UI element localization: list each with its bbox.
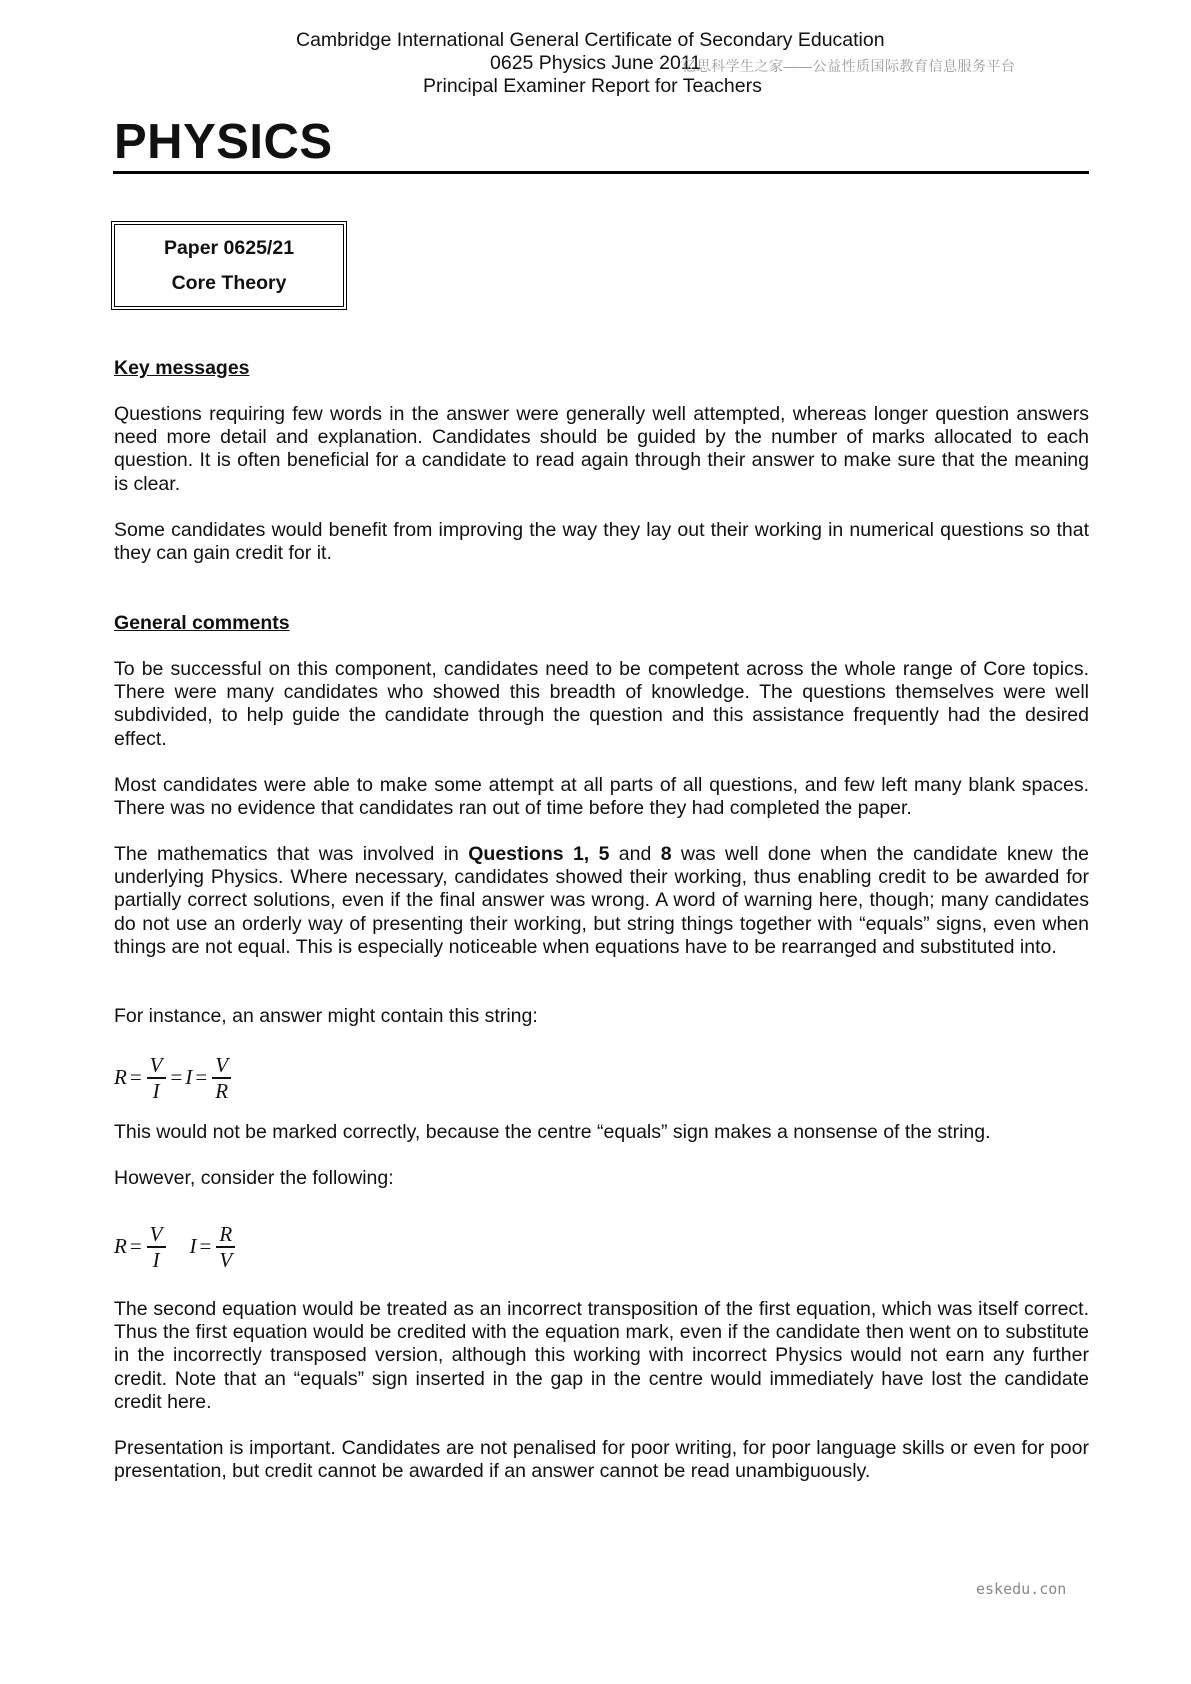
eq2-symbol-r: R [114, 1234, 127, 1259]
paper-box [111, 221, 347, 310]
eq2-denominator-1: I [152, 1247, 160, 1272]
key-messages-paragraph-2: Some candidates would benefit from improving the way they lay out their working in numerical questions so that they can gain credit for it. [114, 519, 1089, 565]
general-comments-heading: General comments [114, 612, 290, 634]
eq2-equals-1: = [129, 1234, 142, 1259]
eq1-equals-3: = [195, 1065, 208, 1090]
key-messages-heading: Key messages [114, 357, 250, 379]
general-comments-paragraph-1: To be successful on this component, candidates need to be competent across the whole range of Core topics. There were many candidates who showed this breadth of knowledge. The questions themselves were well subdivided, to help guide the candidate through the question and this assistance frequently had the desired effect. [114, 658, 1089, 750]
key-messages-paragraph-1: Questions requiring few words in the answer were generally well attempted, whereas longer question answers need more detail and explanation. Candidates should be guided by the number of marks allocated to each question. It is often beneficial for a candidate to read again through their answer to make sure that the meaning is clear. [114, 403, 1089, 495]
equation-string-1 [114, 1053, 233, 1103]
subject-title: PHYSICS [114, 115, 333, 169]
eq2-denominator-2: V [219, 1247, 233, 1272]
footer-site-text: eskedu.con [976, 1580, 1067, 1598]
eq2-fraction-1 [147, 1222, 166, 1272]
paragraph-3-text-b: and [609, 843, 661, 865]
eq2-equals-2: = [199, 1234, 212, 1259]
eq1-symbol-i: I [185, 1065, 193, 1090]
general-comments-paragraph-2: Most candidates were able to make some attempt at all parts of all questions, and few left many blank spaces. There was no evidence that candidates ran out of time before they had completed the paper. [114, 774, 1089, 820]
paragraph-3-bold-questions: Questions 1, 5 [468, 843, 610, 865]
header-line-3: Principal Examiner Report for Teachers [423, 75, 762, 97]
paragraph-3-text-a: The mathematics that was involved in [114, 843, 469, 865]
paper-code: Paper 0625/21 [163, 237, 295, 259]
general-comments-paragraph-6: However, consider the following: [114, 1167, 394, 1189]
general-comments-paragraph-4: For instance, an answer might contain this string: [114, 1005, 538, 1027]
general-comments-paragraph-8: Presentation is important. Candidates are not penalised for poor writing, for poor language skills or even for poor presentation, but credit cannot be awarded if an answer cannot be read unambiguously. [114, 1437, 1089, 1483]
eq1-numerator-2: V [215, 1053, 229, 1077]
eq1-equals-2: = [170, 1065, 183, 1090]
watermark-text: 亿思科学生之家——公益性质国际教育信息服务平台 [682, 58, 1016, 74]
title-rule [113, 171, 1089, 174]
paper-name: Core Theory [171, 272, 287, 294]
eq1-denominator-2: R [215, 1078, 229, 1103]
general-comments-paragraph-5: This would not be marked correctly, because the centre “equals” sign makes a nonsense of the string. [114, 1121, 991, 1143]
general-comments-paragraph-7: The second equation would be treated as an incorrect transposition of the first equation, which was itself correct. Thus the first equation would be credited with the equation mark, even if the candidate then went on to substitute in the incorrectly transposed version, although this working with incorrect Physics would not earn any further credit. Note that an “equals” sign inserted in the gap in the centre would immediately have lost the candidate credit here. [114, 1298, 1089, 1413]
eq1-fraction-1 [147, 1053, 166, 1103]
eq1-equals-1: = [129, 1065, 142, 1090]
eq2-symbol-i: I [189, 1234, 197, 1259]
eq2-numerator-2: R [219, 1222, 233, 1246]
eq1-symbol-r: R [114, 1065, 127, 1090]
general-comments-paragraph-3 [114, 843, 1089, 959]
eq2-numerator-1: V [149, 1222, 163, 1246]
equation-string-2 [114, 1222, 237, 1272]
header-line-1: Cambridge International General Certificate of Secondary Education [296, 29, 885, 51]
eq1-fraction-2 [212, 1053, 231, 1103]
paragraph-3-text-c: was well done when the candidate knew the underlying Physics. Where necessary, candidates showed their working, thus enabling credit to be awarded for partially correct solutions, even if the final answer was wrong. A word of warning here, though; many candidates do not use an orderly way of presenting their working, but string things together with “equals” signs, even when things are not equal. This is especially noticeable when equations have to be rearranged and substituted into. [114, 843, 1090, 958]
eq2-fraction-2 [216, 1222, 235, 1272]
header-line-2: 0625 Physics June 2011 [490, 52, 702, 74]
eq1-numerator-1: V [149, 1053, 163, 1077]
paragraph-3-bold-question-8: 8 [660, 843, 672, 865]
eq1-denominator-1: I [152, 1078, 160, 1103]
